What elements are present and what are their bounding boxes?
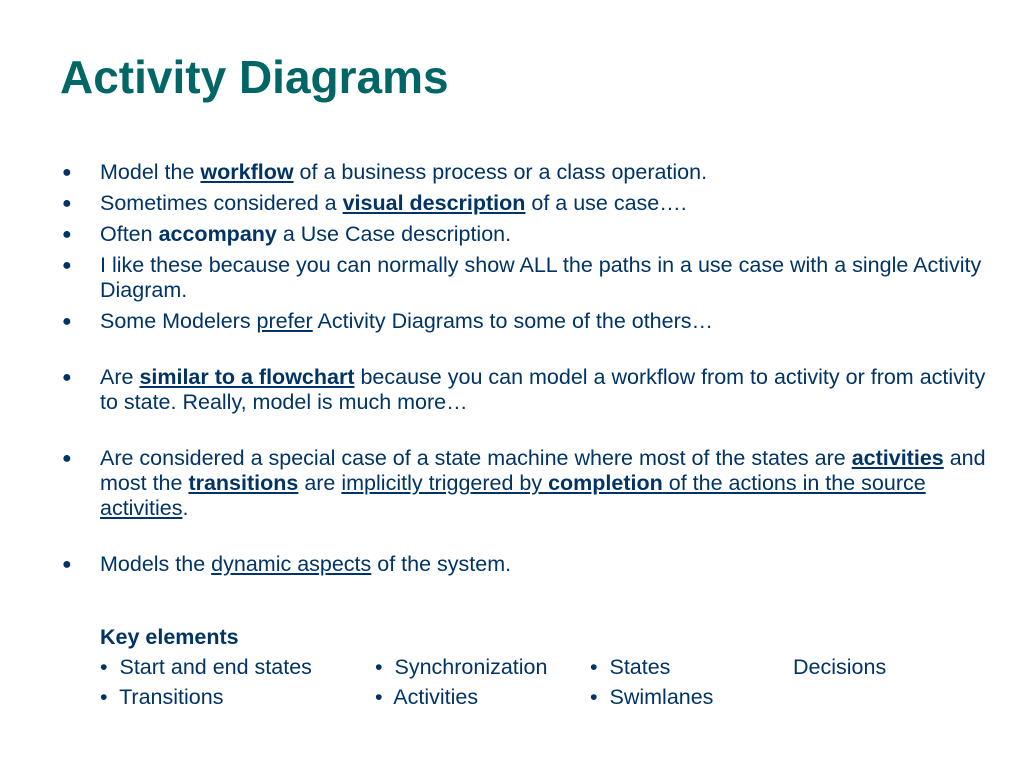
bullet-text: Model the xyxy=(100,160,201,184)
bullet-text: of a use case…. xyxy=(525,191,687,215)
key-elements-row xyxy=(100,652,960,682)
bullet-emphasis: completion xyxy=(548,471,663,495)
bullet-text: Are considered a special case of a state machine where most of the states are xyxy=(100,446,852,470)
key-element: • Synchronization xyxy=(375,655,548,679)
bullet-text: Models the xyxy=(100,552,212,576)
bullet-text: and most the xyxy=(100,446,986,495)
key-elements-row xyxy=(100,682,960,712)
bullet-text: of a business process or a class operation. xyxy=(293,160,708,184)
bullet-item xyxy=(62,446,1002,521)
bullet-dot-icon: ● xyxy=(62,313,72,330)
bullet-text: Activity Diagrams to some of the others… xyxy=(312,309,714,333)
bullet-item xyxy=(62,365,1002,415)
key-element: • Start and end states xyxy=(100,655,312,679)
bullet-emphasis: workflow xyxy=(200,160,294,184)
key-elements-title: Key elements xyxy=(100,625,239,649)
small-bullet-icon: • xyxy=(375,685,383,709)
key-element: Decisions xyxy=(793,655,887,679)
bullet-emphasis: accompany xyxy=(158,222,277,246)
key-element: • Transitions xyxy=(100,685,224,709)
bullet-emphasis: similar to a flowchart xyxy=(139,365,355,389)
bullet-dot-icon: ● xyxy=(62,195,72,212)
bullet-underline: implicitly triggered by xyxy=(341,471,549,495)
bullet-text: Are xyxy=(100,365,140,389)
bullet-text: . xyxy=(182,496,189,520)
bullet-text: of the system. xyxy=(371,552,512,576)
bullet-text: a Use Case description. xyxy=(276,222,512,246)
bullet-list xyxy=(62,160,1002,583)
bullet-text: Sometimes considered a xyxy=(100,191,343,215)
bullet-dot-icon: ● xyxy=(62,556,72,573)
small-bullet-icon: • xyxy=(590,685,598,709)
bullet-item xyxy=(62,253,1002,303)
slide-title: Activity Diagrams xyxy=(60,51,449,103)
small-bullet-icon: • xyxy=(375,655,383,679)
bullet-text: Often xyxy=(100,222,159,246)
bullet-item xyxy=(62,191,1002,216)
bullet-text: Some Modelers xyxy=(100,309,257,333)
bullet-emphasis: prefer xyxy=(256,309,313,333)
bullet-dot-icon: ● xyxy=(62,164,72,181)
bullet-dot-icon: ● xyxy=(62,450,72,467)
bullet-emphasis: activities xyxy=(851,446,944,470)
key-elements xyxy=(100,622,960,712)
key-element: • Activities xyxy=(375,685,479,709)
small-bullet-icon: • xyxy=(100,685,108,709)
bullet-underline: of the actions in the source activities xyxy=(100,471,926,520)
key-element: • Swimlanes xyxy=(590,685,714,709)
bullet-item xyxy=(62,160,1002,185)
key-element: • States xyxy=(590,655,671,679)
bullet-text: I like these because you can normally show ALL the paths in a use case with a single Activity Diagram. xyxy=(100,253,982,302)
bullet-emphasis: dynamic aspects xyxy=(211,552,372,576)
bullet-text: because you can model a workflow from to activity or from activity to state. Really, model is much more… xyxy=(100,365,986,414)
bullet-item xyxy=(62,222,1002,247)
small-bullet-icon: • xyxy=(590,655,598,679)
small-bullet-icon: • xyxy=(100,655,108,679)
bullet-emphasis: transitions xyxy=(188,471,299,495)
bullet-item xyxy=(62,309,1002,334)
bullet-dot-icon: ● xyxy=(62,257,72,274)
bullet-dot-icon: ● xyxy=(62,369,72,386)
bullet-emphasis: visual description xyxy=(342,191,526,215)
bullet-dot-icon: ● xyxy=(62,226,72,243)
bullet-text: are xyxy=(298,471,342,495)
bullet-item xyxy=(62,552,1002,577)
